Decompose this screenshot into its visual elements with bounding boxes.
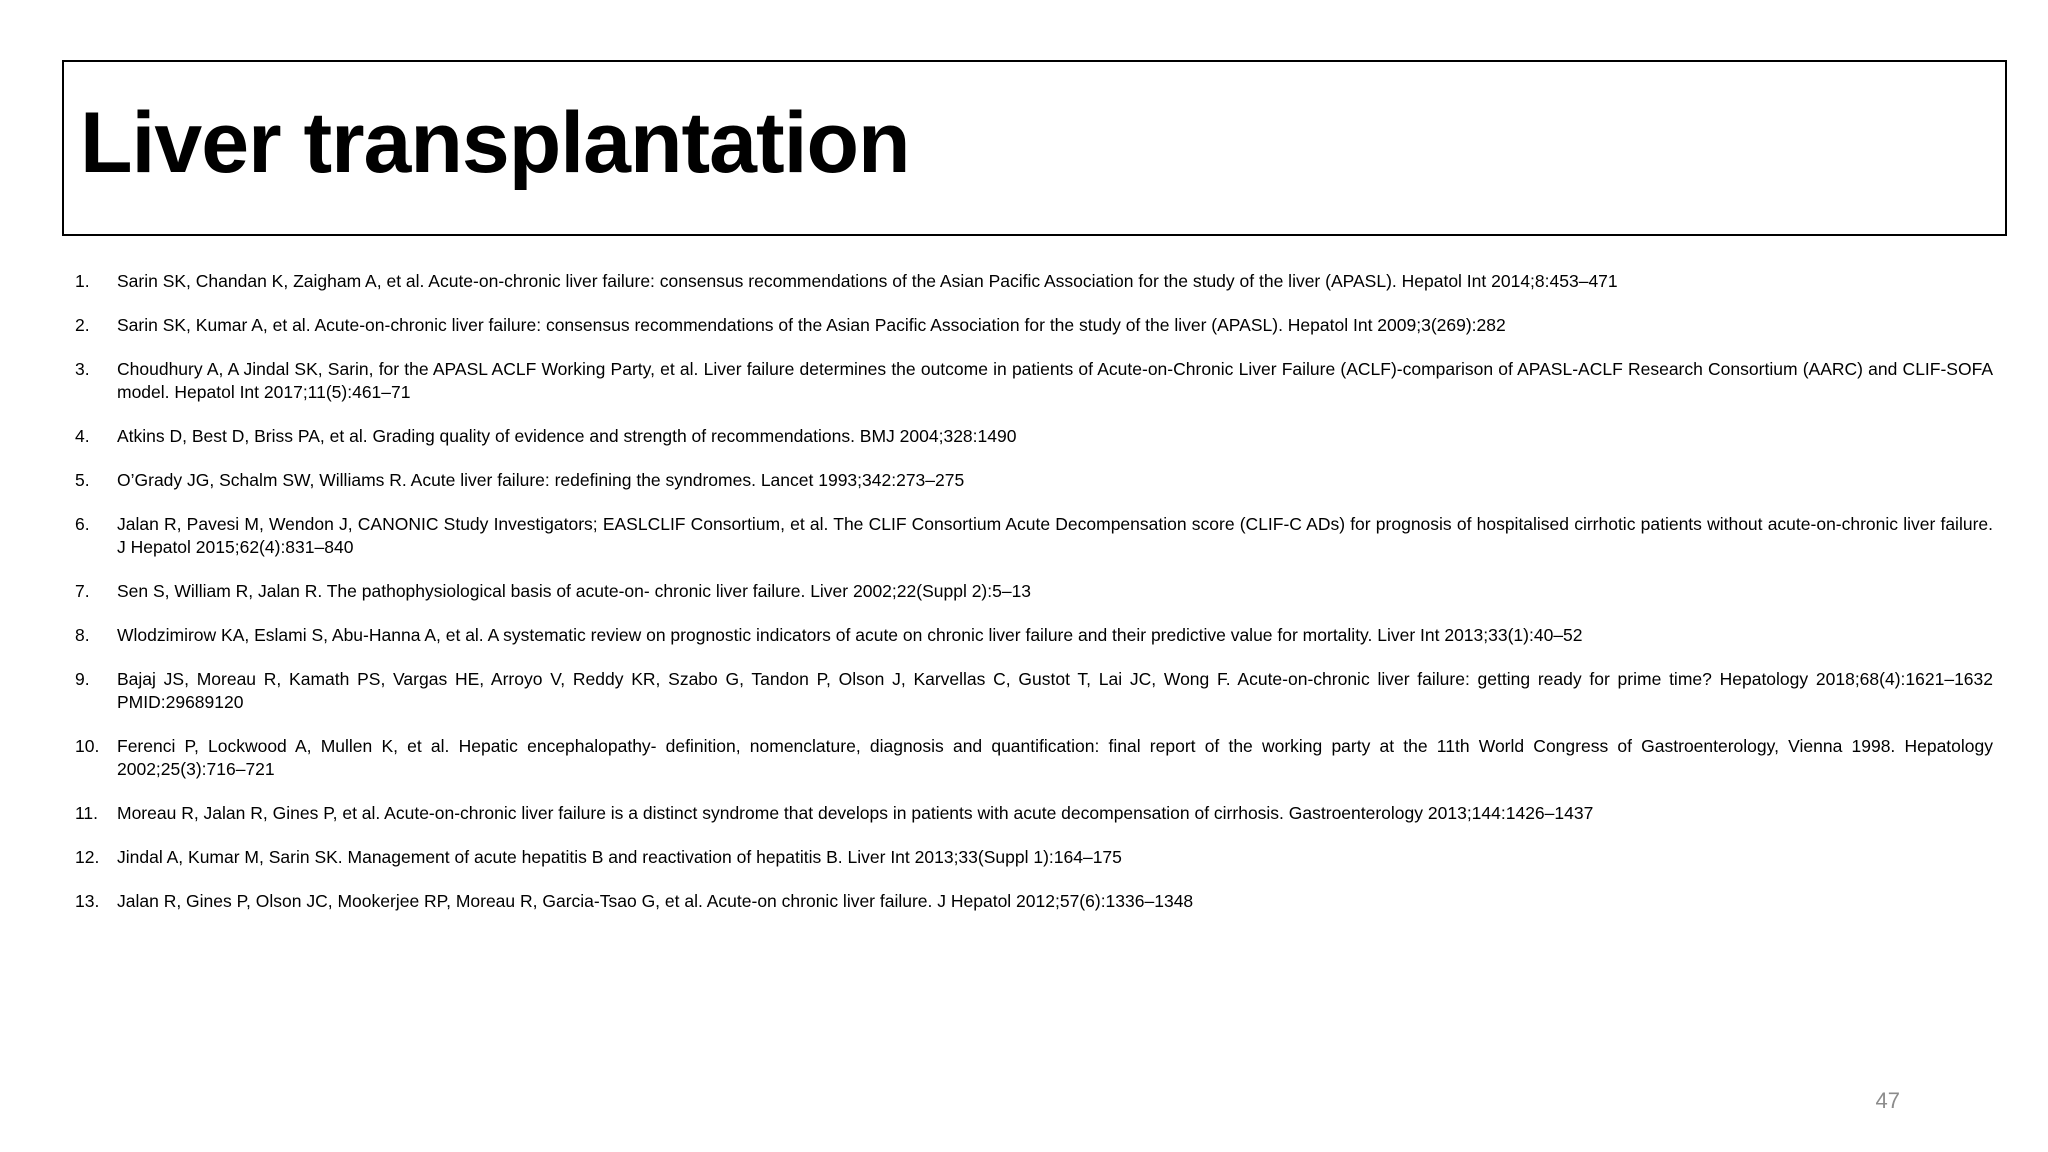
- reference-number: 4.: [75, 426, 90, 446]
- slide-title: Liver transplantation: [80, 95, 910, 191]
- reference-item: [75, 668, 1993, 714]
- page-number: 47: [1875, 1088, 1900, 1113]
- reference-text: Ferenci P, Lockwood A, Mullen K, et al. Hepatic encephalopathy- definition, nomenclature, diagnosis and quantification: final report of the working party at the 11th World Congress of Gastroenterology, Vienna 1998. Hepatology 2002;25(3):716–721: [117, 736, 1993, 779]
- reference-item: [75, 270, 1993, 293]
- reference-number: 5.: [75, 470, 90, 490]
- reference-number: 9.: [75, 669, 90, 689]
- reference-item: [75, 735, 1993, 781]
- reference-text: Choudhury A, A Jindal SK, Sarin, for the APASL ACLF Working Party, et al. Liver failure determines the outcome in patients of Acute-on-Chronic Liver Failure (ACLF)-comparison of APASL-ACLF Research Consortium (AARC) and CLIF-SOFA model. Hepatol Int 2017;11(5):461–71: [117, 359, 1993, 402]
- reference-text: O’Grady JG, Schalm SW, Williams R. Acute liver failure: redefining the syndromes. Lancet 1993;342:273–275: [117, 470, 965, 490]
- reference-item: [75, 358, 1993, 404]
- reference-item: [75, 802, 1993, 825]
- reference-number: 7.: [75, 581, 90, 601]
- reference-list: [75, 270, 1993, 934]
- reference-item: [75, 890, 1993, 913]
- reference-text: Atkins D, Best D, Briss PA, et al. Grading quality of evidence and strength of recommendations. BMJ 2004;328:1490: [117, 426, 1017, 446]
- reference-number: 12.: [75, 847, 100, 867]
- reference-number: 13.: [75, 891, 100, 911]
- title-box: [62, 60, 2007, 236]
- reference-number: 11.: [75, 803, 99, 823]
- reference-text: Moreau R, Jalan R, Gines P, et al. Acute-on-chronic liver failure is a distinct syndrome that develops in patients with acute decompensation of cirrhosis. Gastroenterology 2013;144:1426–1437: [117, 803, 1594, 823]
- reference-number: 8.: [75, 625, 90, 645]
- reference-item: [75, 314, 1993, 337]
- reference-item: [75, 846, 1993, 869]
- reference-item: [75, 624, 1993, 647]
- reference-text: Jindal A, Kumar M, Sarin SK. Management of acute hepatitis B and reactivation of hepatitis B. Liver Int 2013;33(Suppl 1):164–175: [117, 847, 1122, 867]
- reference-text: Jalan R, Pavesi M, Wendon J, CANONIC Study Investigators; EASLCLIF Consortium, et al. The CLIF Consortium Acute Decompensation score (CLIF-C ADs) for prognosis of hospitalised cirrhotic patients without acute-on-chronic liver failure. J Hepatol 2015;62(4):831–840: [117, 514, 1993, 557]
- reference-number: 1.: [75, 271, 90, 291]
- reference-item: [75, 513, 1993, 559]
- reference-number: 2.: [75, 315, 90, 335]
- reference-number: 3.: [75, 359, 90, 379]
- reference-text: Sarin SK, Chandan K, Zaigham A, et al. Acute-on-chronic liver failure: consensus recommendations of the Asian Pacific Association for the study of the liver (APASL). Hepatol Int 2014;8:453–471: [117, 271, 1618, 291]
- reference-item: [75, 425, 1993, 448]
- reference-text: Wlodzimirow KA, Eslami S, Abu-Hanna A, et al. A systematic review on prognostic indicators of acute on chronic liver failure and their predictive value for mortality. Liver Int 2013;33(1):40–52: [117, 625, 1583, 645]
- reference-text: Sen S, William R, Jalan R. The pathophysiological basis of acute-on- chronic liver failure. Liver 2002;22(Suppl 2):5–13: [117, 581, 1032, 601]
- reference-text: Bajaj JS, Moreau R, Kamath PS, Vargas HE, Arroyo V, Reddy KR, Szabo G, Tandon P, Olson J, Karvellas C, Gustot T, Lai JC, Wong F. Acute-on-chronic liver failure: getting ready for prime time? Hepatology 2018;68(4):1621–1632 PMID:29689120: [117, 669, 1993, 712]
- reference-text: Jalan R, Gines P, Olson JC, Mookerjee RP, Moreau R, Garcia-Tsao G, et al. Acute-on chronic liver failure. J Hepatol 2012;57(6):1336–1348: [117, 891, 1194, 911]
- reference-item: [75, 469, 1993, 492]
- reference-number: 6.: [75, 514, 90, 534]
- reference-number: 10.: [75, 736, 100, 756]
- reference-item: [75, 580, 1993, 603]
- reference-text: Sarin SK, Kumar A, et al. Acute-on-chronic liver failure: consensus recommendations of the Asian Pacific Association for the study of the liver (APASL). Hepatol Int 2009;3(269):282: [117, 315, 1506, 335]
